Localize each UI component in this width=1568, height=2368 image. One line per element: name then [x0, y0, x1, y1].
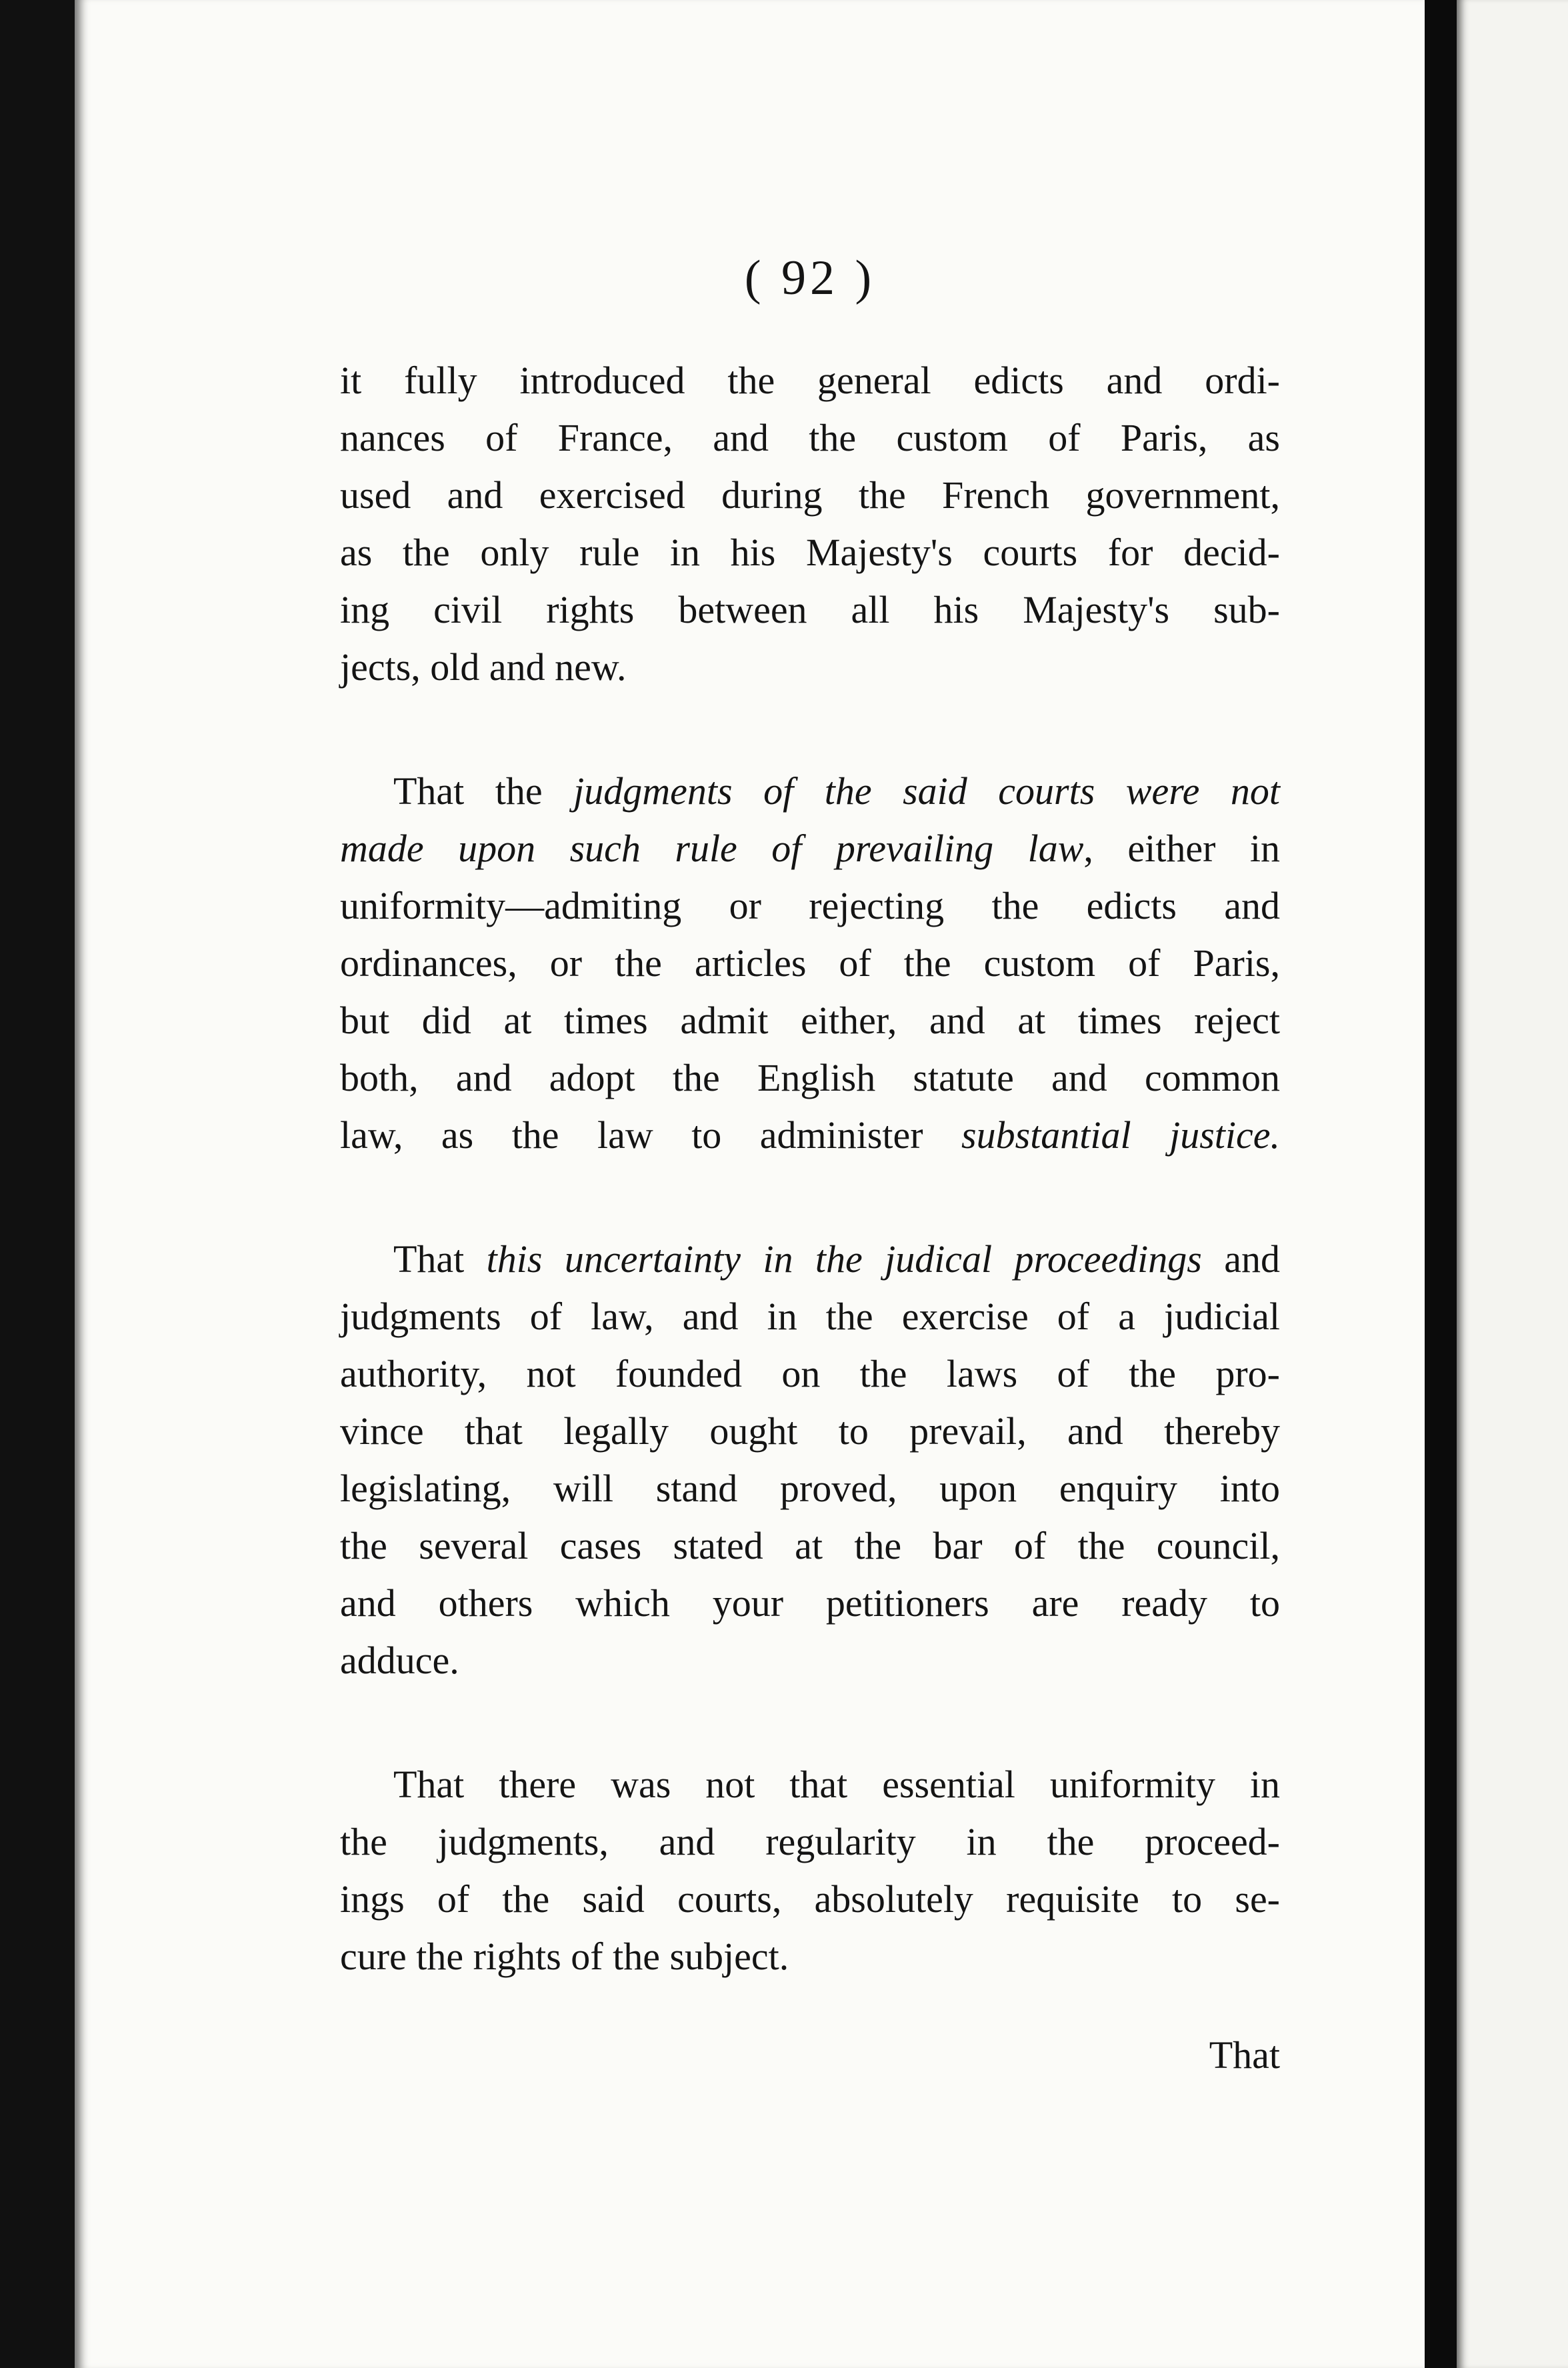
paragraph-4 [340, 1756, 1280, 1985]
page-gutter [1425, 0, 1457, 2368]
text-line: judgments of law, and in the exercise of a judicial [340, 1295, 1280, 1338]
text-line [340, 1107, 1280, 1164]
paragraph-2 [340, 763, 1280, 1164]
text-line: as the only rule in his Majesty's courts for decid- [340, 531, 1280, 574]
text-run: That the [393, 769, 574, 813]
text-line: but did at times admit either, and at times reject [340, 999, 1280, 1042]
text-line: vince that legally ought to prevail, and thereby [340, 1409, 1280, 1453]
text-line [340, 820, 1280, 877]
text-line: nances of France, and the custom of Paris, as [340, 416, 1280, 459]
italic-run: made upon such rule of prevailing law [340, 827, 1084, 870]
text-line: ings of the said courts, absolutely requisite to se- [340, 1877, 1280, 1921]
text-line: used and exercised during the French government, [340, 473, 1280, 517]
italic-run: this uncertainty in the judical proceedings [486, 1237, 1202, 1281]
page-number: ( 92 ) [744, 251, 876, 305]
text-line: ordinances, or the articles of the custom of Paris, [340, 941, 1280, 985]
paragraph-3 [340, 1231, 1280, 1689]
text-line: jects, old and new. [340, 645, 627, 689]
italic-run: judgments of the said courts were not [573, 769, 1280, 813]
page-text-block [340, 253, 1280, 2052]
text-line: and others which your petitioners are ready to [340, 1581, 1280, 1625]
text-run: That [393, 1237, 487, 1281]
text-line: cure the rights of the subject. [340, 1935, 789, 1978]
text-run: and [1201, 1237, 1280, 1281]
text-line: the several cases stated at the bar of the council, [340, 1524, 1280, 1567]
text-line: legislating, will stand proved, upon enquiry into [340, 1467, 1280, 1510]
text-line: ing civil rights between all his Majesty's sub- [340, 588, 1280, 631]
text-line: authority, not founded on the laws of the pro- [340, 1352, 1280, 1395]
text-run: , either in [1083, 827, 1280, 870]
text-run: law, as the law to administer [340, 1113, 962, 1157]
text-line: That there was not that essential uniformity in [393, 1763, 1280, 1806]
paragraph-1 [340, 352, 1280, 696]
text-line [340, 763, 1280, 820]
text-line: the judgments, and regularity in the proceed- [340, 1820, 1280, 1863]
facing-page-edge [1457, 0, 1568, 2368]
text-line [340, 1231, 1280, 1288]
text-line: adduce. [340, 1639, 459, 1682]
italic-run: substantial justice. [961, 1113, 1280, 1157]
text-line: it fully introduced the general edicts and ordi- [340, 359, 1280, 402]
catchword: That [1209, 2033, 1280, 2077]
text-line: both, and adopt the English statute and common [340, 1056, 1280, 1099]
text-line: uniformity—admiting or rejecting the edicts and [340, 884, 1280, 927]
